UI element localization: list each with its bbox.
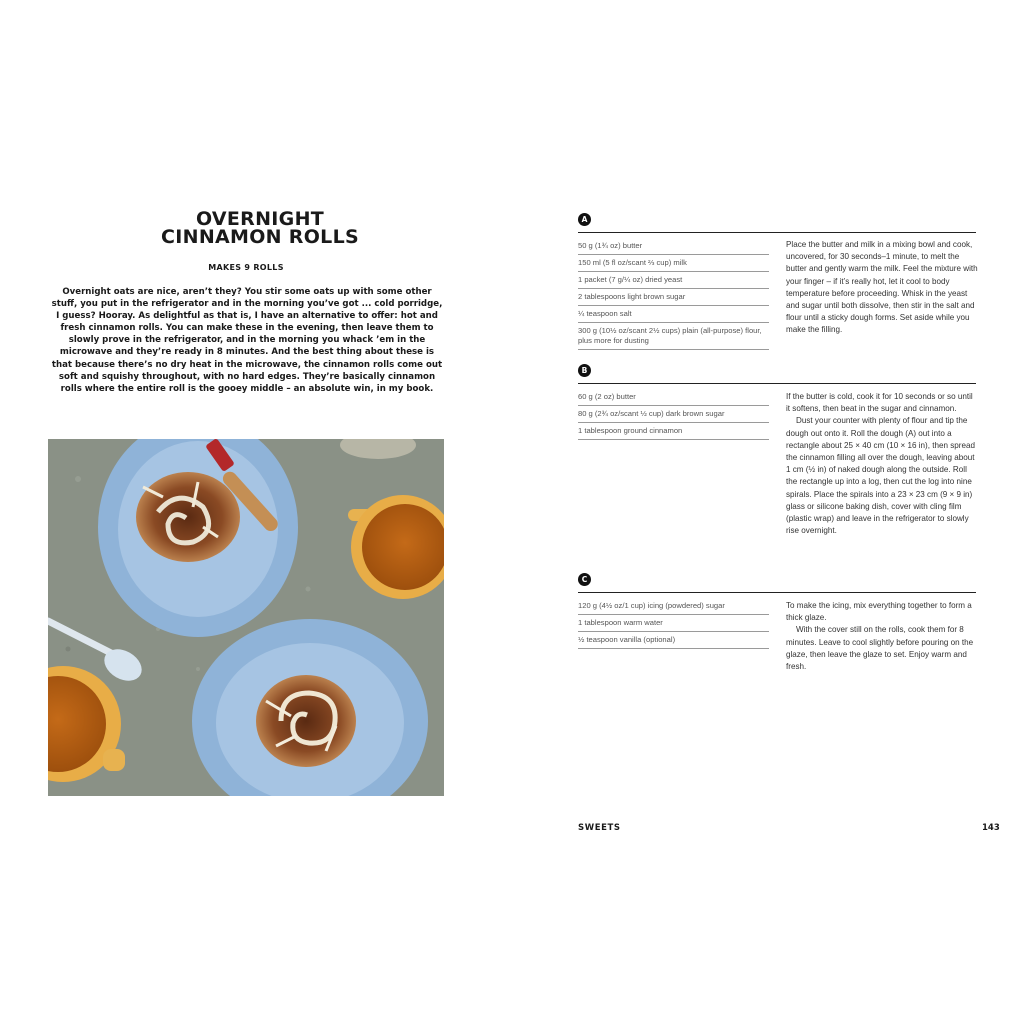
ingredient-item: ¼ teaspoon salt (578, 306, 769, 323)
method-paragraph: To make the icing, mix everything together to form a thick glaze. (786, 601, 972, 623)
section-a-method (786, 239, 978, 337)
method-paragraph: With the cover still on the rolls, cook them for 8 minutes. Leave to cool slightly before pouring on the glaze, then leave the glaze to set. Enjoy warm and fresh. (786, 625, 974, 672)
section-a-rule (578, 232, 976, 233)
recipe-intro: Overnight oats are nice, aren’t they? You stir some oats up with some other stuff, you put in the refrigerator and in the morning you’ve got ... cold porridge, I guess? Hooray. As delightful as that is, I have an alternative to offer: hot and fresh cinnamon rolls. You can make these in the evening, then leave them to slowly prove in the refrigerator, and in the morning you whack ’em in the microwave and they’re ready in 8 minutes. And the best thing about these is that because there’s no dry heat in the microwave, the cinnamon rolls come out soft and squishy throughout, with no hard edges. They’re basically cinnamon rolls where the entire roll is the gooey middle – an absolute win, in my book. (51, 287, 443, 394)
ingredient-item: 150 ml (5 fl oz/scant ⅔ cup) milk (578, 255, 769, 272)
section-c-badge: C (578, 573, 591, 586)
ingredient-item: 300 g (10½ oz/scant 2½ cups) plain (all-purpose) flour, plus more for dusting (578, 323, 769, 350)
section-b-method (786, 391, 978, 537)
ingredient-item: 1 tablespoon ground cinnamon (578, 423, 769, 440)
recipe-title-line-2: CINNAMON ROLLS (161, 226, 359, 248)
chapter-name: SWEETS (578, 823, 621, 833)
recipe-yield: MAKES 9 ROLLS (208, 263, 284, 272)
method-paragraph: If the butter is cold, cook it for 10 seconds or so until it softens, then beat in the sugar and cinnamon. (786, 392, 973, 414)
recipe-title (60, 210, 460, 246)
recipe-photo (48, 439, 444, 796)
method-paragraph: Place the butter and milk in a mixing bowl and cook, uncovered, for 30 seconds–1 minute, to melt the butter and gently warm the milk. Feel the mixture with your finger – if it’s really hot, let it cool to body temperature before proceeding. Whisk in the yeast and sugar until both dissolve, then stir in the salt and flour until a sticky dough forms. Set aside while you make the filling. (786, 240, 978, 335)
section-b-ingredients (578, 389, 769, 440)
ingredient-item: 60 g (2 oz) butter (578, 389, 769, 406)
ingredient-item: ½ teaspoon vanilla (optional) (578, 632, 769, 649)
recipe-title-line-1: OVERNIGHT (195, 208, 325, 230)
ingredient-item: 1 packet (7 g/¼ oz) dried yeast (578, 272, 769, 289)
section-c-rule (578, 592, 976, 593)
ingredient-item: 80 g (2¾ oz/scant ½ cup) dark brown sugar (578, 406, 769, 423)
section-c-method (786, 600, 978, 673)
method-paragraph: Dust your counter with plenty of flour and tip the dough out onto it. Roll the dough (A) out into a rectangle about 25 × 40 cm (10 × 16 in), then spread the cinnamon filling all over the dough, leaving about 1 cm (½ in) of naked dough along the outside. Roll the rectangle up into a log, then cut the log into nine spirals. Place the spirals into a 23 × 23 cm (9 × 9 in) glass or silicone baking dish, cover with cling film (plastic wrap) and leave in the refrigerator to slowly rise overnight. (786, 416, 975, 536)
ingredient-item: 120 g (4½ oz/1 cup) icing (powdered) sugar (578, 598, 769, 615)
section-a-ingredients (578, 238, 769, 350)
section-b-rule (578, 383, 976, 384)
section-b-badge: B (578, 364, 591, 377)
section-a-badge: A (578, 213, 591, 226)
ingredient-item: 2 tablespoons light brown sugar (578, 289, 769, 306)
ingredient-item: 50 g (1¾ oz) butter (578, 238, 769, 255)
page-number: 143 (982, 823, 1000, 833)
ingredient-item: 1 tablespoon warm water (578, 615, 769, 632)
section-c-ingredients (578, 598, 769, 649)
